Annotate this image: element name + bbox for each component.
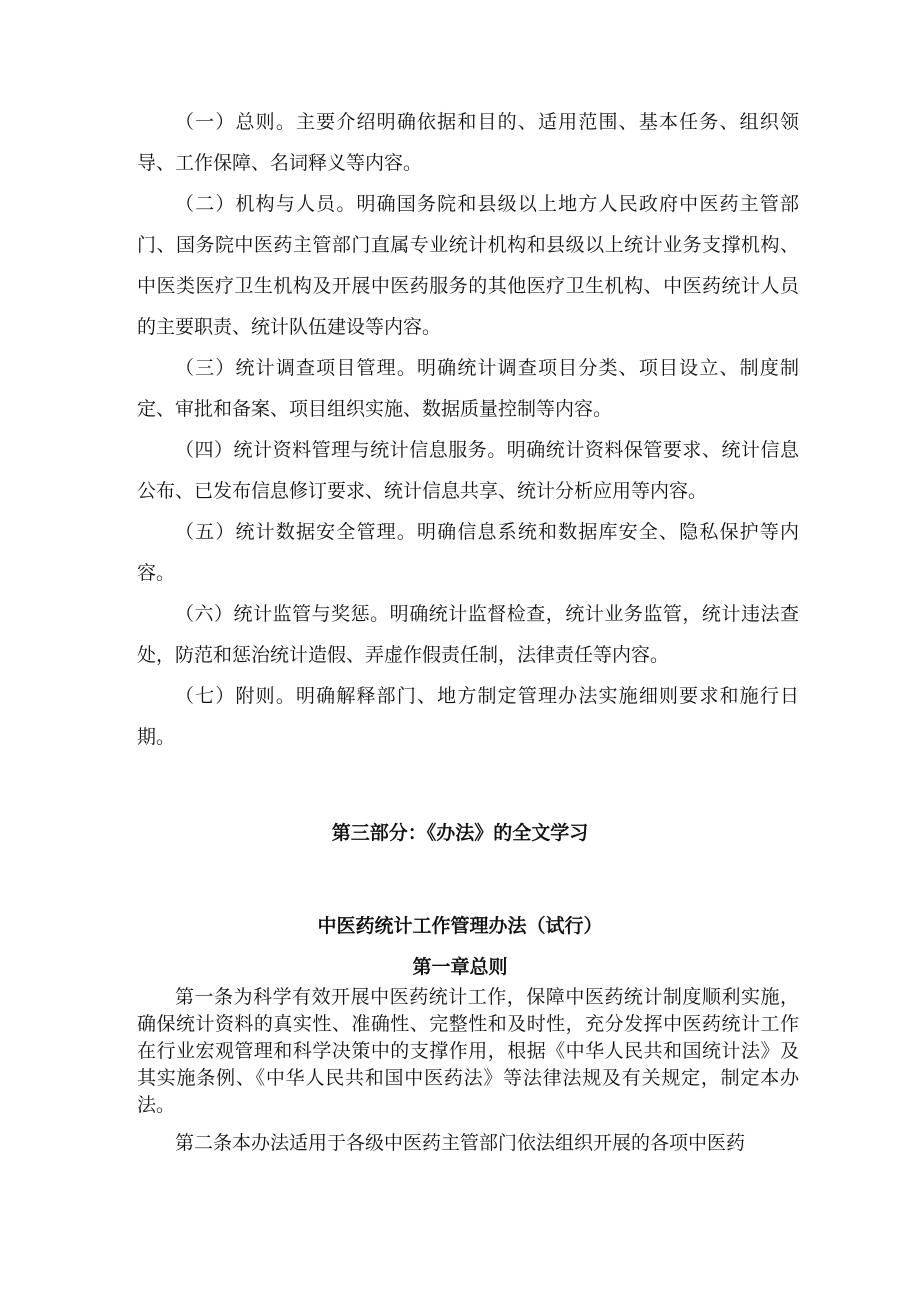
section-item-data-information-services: （四）统计资料管理与统计信息服务。明确统计资料保管要求、统计信息公布、已发布信息修订要求、统计信息共享、统计分析应用等内容。 [137, 439, 799, 502]
section-item-supervision-rewards: （六）统计监管与奖惩。明确统计监督检查，统计业务监管，统计违法查处，防范和惩治统计造假、弄虚作假责任制，法律责任等内容。 [137, 603, 799, 666]
article-list [137, 984, 799, 1157]
section-item-survey-project-management: （三）统计调查项目管理。明确统计调查项目分类、项目设立、制度制定、审批和备案、项目组织实施、数据质量控制等内容。 [137, 357, 799, 420]
document-title: 中医药统计工作管理办法（试行） [317, 915, 603, 937]
section-item-general-provisions: （一）总则。主要介绍明确依据和目的、适用范围、基本任务、组织领导、工作保障、名词释义等内容。 [137, 111, 799, 174]
section-item-data-security: （五）统计数据安全管理。明确信息系统和数据库安全、隐私保护等内容。 [137, 521, 799, 584]
section-outline-list [137, 102, 799, 758]
article-two: 第二条本办法适用于各级中医药主管部门依法组织开展的各项中医药 [175, 1132, 746, 1154]
chapter-one-title: 第一章总则 [412, 956, 508, 978]
article-one: 第一条为科学有效开展中医药统计工作，保障中医药统计制度顺利实施，确保统计资料的真实性、准确性、完整性和及时性，充分发挥中医药统计工作在行业宏观管理和科学决策中的支撑作用，根据《中华人民共和国统计法》及其实施条例、《中华人民共和国中医药法》等法律法规及有关规定，制定本办法。 [137, 986, 799, 1116]
section-item-supplementary-provisions: （七）附则。明确解释部门、地方制定管理办法实施细则要求和施行日期。 [137, 685, 799, 748]
section-item-institutions-personnel: （二）机构与人员。明确国务院和县级以上地方人民政府中医药主管部门、国务院中医药主管部门直属专业统计机构和县级以上统计业务支撑机构、中医类医疗卫生机构及开展中医药服务的其他医疗卫生机构、中医药统计人员的主要职责、统计队伍建设等内容。 [137, 193, 799, 338]
part-three-heading: 第三部分：《办法》的全文学习 [331, 822, 589, 844]
